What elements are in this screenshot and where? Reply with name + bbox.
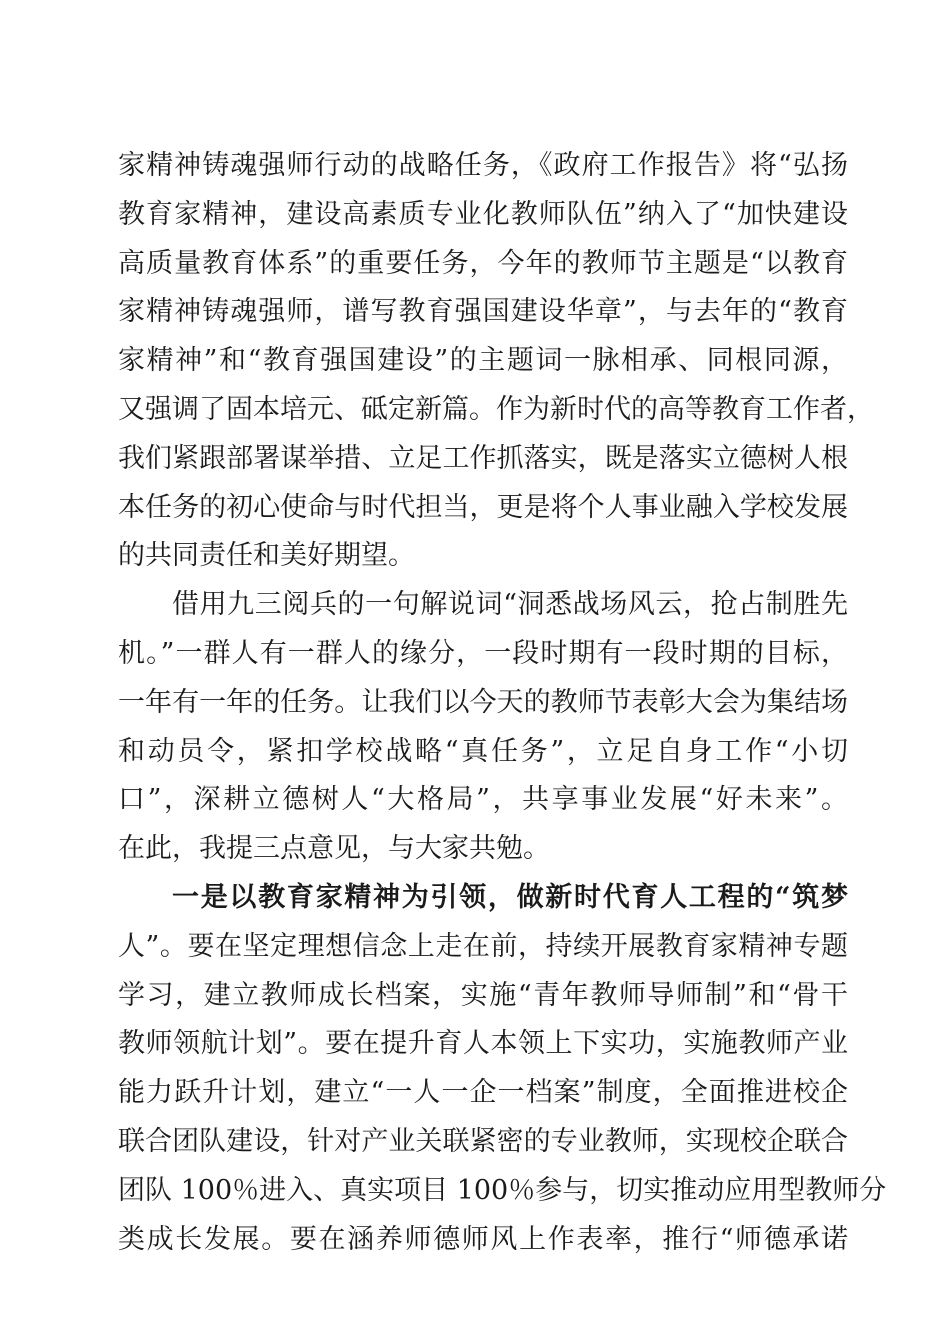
- text-line: 家精神”和“教育强国建设”的主题词一脉相承、同根同源，: [118, 345, 848, 377]
- text-line: 家精神铸魂强师行动的战略任务，《政府工作报告》将“弘扬: [118, 150, 848, 181]
- text-line: 人”。要在坚定理想信念上走在前，持续开展教育家精神专题: [118, 930, 848, 962]
- text-line: 在此，我提三点意见，与大家共勉。: [118, 833, 550, 865]
- text-line: 家精神铸魂强师，谱写教育强国建设华章”，与去年的“教育: [118, 296, 848, 328]
- paragraph-start-line: 借用九三阅兵的一句解说词“洞悉战场风云，抢占制胜先: [172, 589, 848, 621]
- text-line: 教育家精神，建设高素质专业化教师队伍”纳入了“加快建设: [118, 198, 848, 230]
- section-heading-line: 一是以教育家精神为引领，做新时代育人工程的“筑梦: [172, 881, 848, 913]
- text-line: 的共同责任和美好期望。: [118, 540, 415, 572]
- text-line: 高质量教育体系”的重要任务，今年的教师节主题是“以教育: [118, 247, 848, 279]
- text-line: 学习，建立教师成长档案，实施“青年教师导师制”和“骨干: [118, 979, 848, 1011]
- text-line: 联合团队建设，针对产业关联紧密的专业教师，实现校企联合: [118, 1125, 848, 1157]
- text-line: 机。”一群人有一群人的缘分，一段时期有一段时期的目标，: [118, 637, 848, 669]
- text-line: 本任务的初心使命与时代担当，更是将个人事业融入学校发展: [118, 491, 848, 523]
- text-line: 一年有一年的任务。让我们以今天的教师节表彰大会为集结场: [118, 686, 848, 718]
- text-line: 教师领航计划”。要在提升育人本领上下实功，实施教师产业: [118, 1028, 848, 1060]
- text-line: 团队 100％进入、真实项目 100％参与，切实推动应用型教师分: [118, 1174, 887, 1206]
- text-line: 和动员令，紧扣学校战略“真任务”，立足自身工作“小切: [118, 735, 848, 767]
- text-line: 又强调了固本培元、砥定新篇。作为新时代的高等教育工作者，: [118, 393, 874, 425]
- text-line: 口”，深耕立德树人“大格局”，共享事业发展“好未来”。: [118, 784, 848, 816]
- body-text: [118, 142, 887, 1264]
- text-line: 能力跃升计划，建立“一人一企一档案”制度，全面推进校企: [118, 1077, 848, 1109]
- text-line: 类成长发展。要在涵养师德师风上作表率，推行“师德承诺: [118, 1223, 848, 1255]
- text-line: 我们紧跟部署谋举措、立足工作抓落实，既是落实立德树人根: [118, 442, 848, 474]
